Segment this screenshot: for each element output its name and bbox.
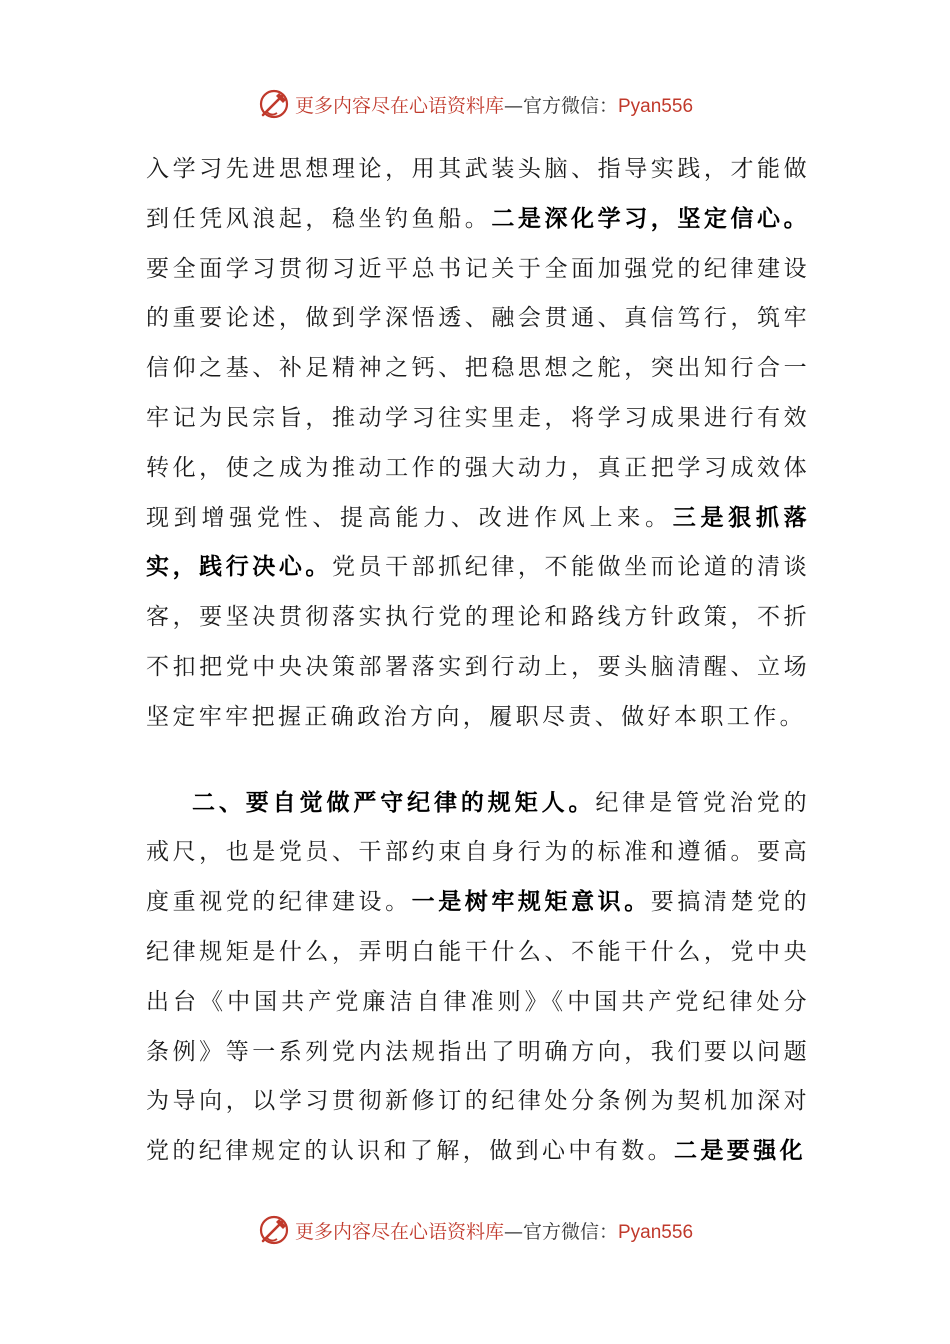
text-run: 纪律是管党治党的戒尺，也是党员、干部约束自身行为的标准和遵循。要高度重视党的纪律建设。 <box>146 789 811 916</box>
pen-circle-logo-icon <box>257 1213 291 1247</box>
text-run: 要全面学习贯彻习近平总书记关于全面加强党的纪律建设的重要论述，做到学深悟透、融会贯通、真信笃行，筑牢信仰之基、补足精神之钙、把稳思想之舵，突出知行合一牢记为民宗旨，推动学习往实里走，将学习成果进行有效转化，使之成为推动工作的强大动力，真正把学习成效体现到增强党性、提高能力、改进作风上来。 <box>146 255 810 531</box>
bold-heading: 三是狠抓落实，践行决心。 <box>146 504 811 581</box>
document-body <box>146 145 810 1177</box>
banner-dash: — <box>503 1220 523 1243</box>
paragraph-1 <box>146 145 810 743</box>
bold-heading: 二是深化学习，坚定信心。 <box>491 205 810 232</box>
banner-site-text: 更多内容尽在心语资料库 <box>294 1220 504 1243</box>
banner-wechat-id: Pyan556 <box>618 95 694 117</box>
banner-dash: — <box>503 94 523 117</box>
banner-text <box>295 91 693 118</box>
text-run: 党员干部抓纪律，不能做坐而论道的清谈客，要坚决贯彻落实执行党的理论和路线方针政策，不折不扣把党中央决策部署落实到行动上，要头脑清醒、立场坚定牢牢把握正确政治方向，履职尽责、做好本职工作。 <box>146 554 810 730</box>
banner-official-label: 官方微信： <box>522 1220 618 1243</box>
banner-official-label: 官方微信： <box>522 94 618 117</box>
text-run: 要搞清楚党的纪律规矩是什么，弄明白能干什么、不能干什么，党中央出台《中国共产党廉洁自律准则》《中国共产党纪律处分条例》等一系列党内法规指出了明确方向，我们要以问题为导向，以学习贯彻新修订的纪律处分条例为契机加深对党的纪律规定的认识和了解，做到心中有数。 <box>146 889 811 1165</box>
banner-site-text: 更多内容尽在心语资料库 <box>294 94 504 117</box>
pen-circle-logo-icon <box>257 87 291 121</box>
text-run: 入学习先进思想理论，用其武装头脑、指导实践，才能做到任凭风浪起，稳坐钓鱼船。 <box>146 156 810 232</box>
paragraph-2 <box>146 779 810 1177</box>
section-heading: 二、要自觉做严守纪律的规矩人。 <box>192 789 596 816</box>
banner-text <box>295 1217 693 1244</box>
banner-wechat-id: Pyan556 <box>618 1221 694 1243</box>
header-banner <box>0 84 950 124</box>
bold-heading: 二是要强化 <box>674 1138 806 1165</box>
footer-banner <box>0 1210 950 1250</box>
bold-heading: 一是树牢规矩意识。 <box>411 889 651 916</box>
